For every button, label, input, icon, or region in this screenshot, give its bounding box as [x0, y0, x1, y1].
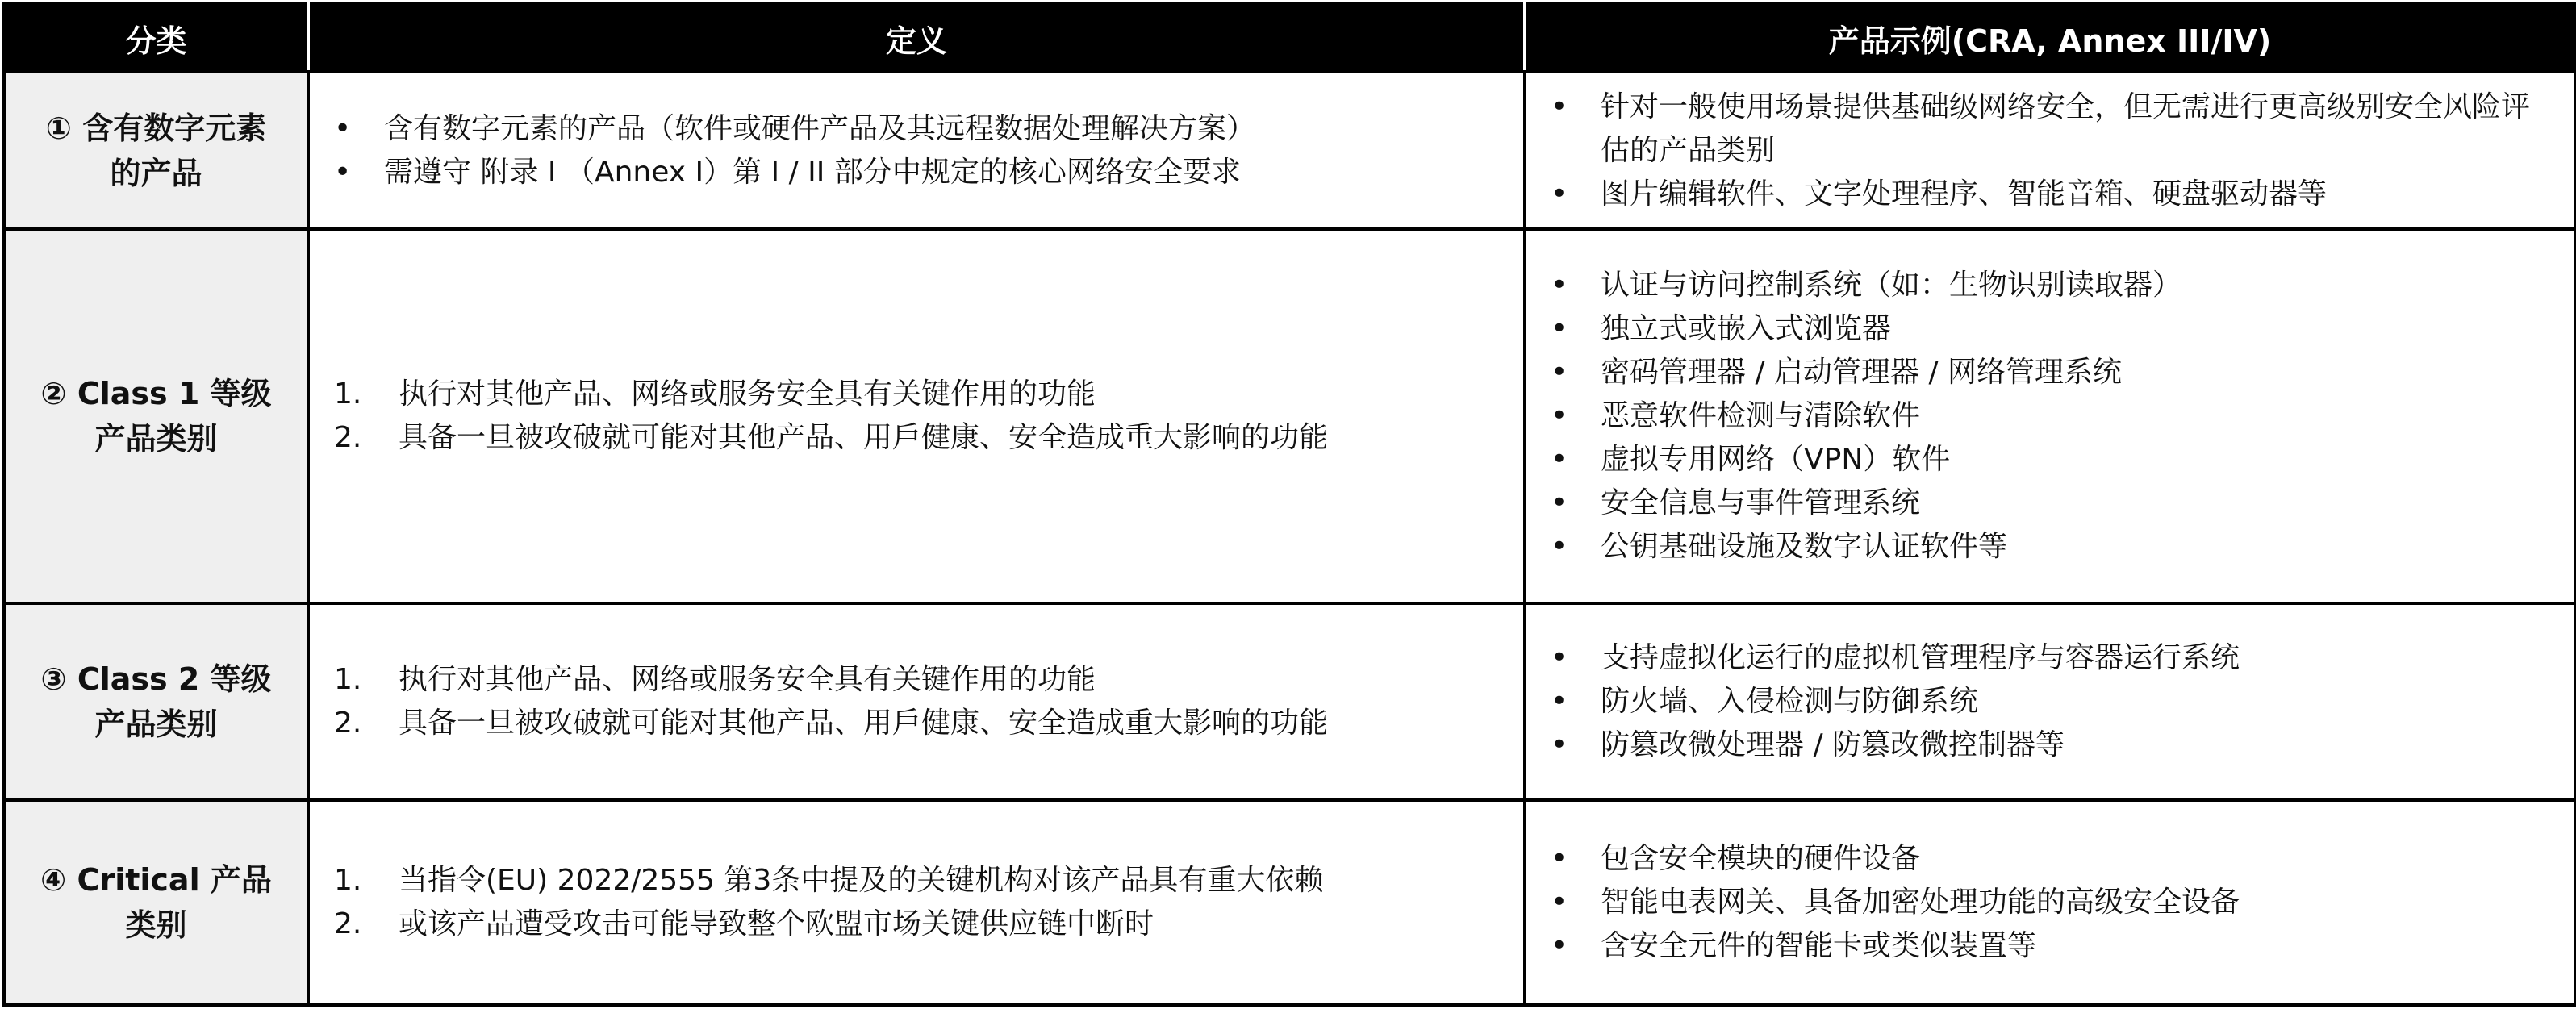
example-item: • 防篡改微处理器 / 防篡改微控制器等 — [1551, 723, 2549, 767]
examples-list — [1551, 837, 2549, 968]
example-item: • 支持虚拟化运行的虚拟机管理程序与容器运行系统 — [1551, 636, 2549, 680]
definition-list — [334, 658, 1499, 745]
definition-text: 执行对其他产品、网络或服务安全具有关键作用的功能 — [399, 663, 1096, 696]
table-row — [4, 800, 2575, 1005]
list-number: 1. — [334, 864, 362, 897]
cra-classification-table — [2, 2, 2574, 1007]
example-item: • 虚拟专用网络（VPN）软件 — [1551, 438, 2549, 482]
example-item: • 包含安全模块的硬件设备 — [1551, 837, 2549, 881]
definition-text: 具备一旦被攻破就可能对其他产品、用戶健康、安全造成重大影响的功能 — [399, 707, 1329, 740]
definition-item — [334, 373, 1499, 416]
definition-list — [334, 373, 1499, 460]
examples-list — [1551, 264, 2549, 569]
definition-text: 具备一旦被攻破就可能对其他产品、用戶健康、安全造成重大影响的功能 — [399, 421, 1329, 454]
definition-cell — [308, 603, 1525, 800]
category-label-line1: ① 含有数字元素 — [45, 110, 267, 146]
header-definition: 定义 — [308, 4, 1525, 72]
category-label-line2: 的产品 — [110, 155, 202, 191]
header-examples: 产品示例(CRA, Annex III/IV) — [1525, 4, 2575, 72]
definition-item — [334, 702, 1499, 745]
header-row — [4, 4, 2575, 72]
example-item: • 安全信息与事件管理系统 — [1551, 482, 2549, 525]
category-label-line1: ④ Critical 产品 — [40, 862, 272, 898]
examples-cell — [1525, 603, 2575, 800]
table-row — [4, 72, 2575, 229]
example-item: • 防火墙、入侵检测与防御系统 — [1551, 680, 2549, 723]
category-cell — [4, 800, 308, 1005]
definition-cell — [308, 72, 1525, 229]
example-item: • 密码管理器 / 启动管理器 / 网络管理系统 — [1551, 351, 2549, 394]
examples-list — [1551, 85, 2549, 216]
category-label-line2: 产品类别 — [94, 707, 218, 742]
table-row — [4, 229, 2575, 603]
header-category: 分类 — [4, 4, 308, 72]
definition-item: • 需遵守 附录 I （Annex I）第 I / II 部分中规定的核心网络安全要求 — [334, 151, 1499, 194]
category-cell — [4, 72, 308, 229]
example-item: • 智能电表网关、具备加密处理功能的高级安全设备 — [1551, 881, 2549, 924]
category-cell — [4, 603, 308, 800]
definition-item — [334, 903, 1499, 946]
examples-cell — [1525, 800, 2575, 1005]
definition-cell — [308, 229, 1525, 603]
list-number: 2. — [334, 907, 362, 940]
example-item: • 公钥基础设施及数字认证软件等 — [1551, 525, 2549, 569]
classification-table — [2, 2, 2576, 1007]
definition-item — [334, 859, 1499, 903]
definition-text: 当指令(EU) 2022/2555 第3条中提及的关键机构对该产品具有重大依赖 — [399, 864, 1324, 897]
definition-text: 执行对其他产品、网络或服务安全具有关键作用的功能 — [399, 377, 1096, 411]
category-cell — [4, 229, 308, 603]
definition-cell — [308, 800, 1525, 1005]
examples-cell — [1525, 229, 2575, 603]
example-item: • 针对一般使用场景提供基础级网络安全，但无需进行更高级别安全风险评估的产品类别 — [1551, 85, 2549, 173]
definition-item: • 含有数字元素的产品（软件或硬件产品及其远程数据处理解决方案） — [334, 107, 1499, 151]
list-number: 2. — [334, 707, 362, 740]
list-number: 2. — [334, 421, 362, 454]
category-label-line2: 产品类别 — [94, 421, 218, 457]
examples-list — [1551, 636, 2549, 767]
definition-list — [334, 107, 1499, 194]
list-number: 1. — [334, 663, 362, 696]
category-label-line1: ③ Class 2 等级 — [40, 661, 272, 697]
example-item: • 含安全元件的智能卡或类似装置等 — [1551, 924, 2549, 968]
definition-text: 或该产品遭受攻击可能导致整个欧盟市场关键供应链中断时 — [399, 907, 1154, 940]
category-label-line1: ② Class 1 等级 — [40, 376, 272, 411]
definition-list — [334, 859, 1499, 946]
examples-cell — [1525, 72, 2575, 229]
example-item: • 图片编辑软件、文字处理程序、智能音箱、硬盘驱动器等 — [1551, 173, 2549, 216]
category-label-line2: 类别 — [125, 907, 187, 943]
example-item: • 恶意软件检测与清除软件 — [1551, 394, 2549, 438]
table-row — [4, 603, 2575, 800]
definition-item — [334, 658, 1499, 702]
example-item: • 独立式或嵌入式浏览器 — [1551, 307, 2549, 351]
example-item: • 认证与访问控制系统（如：生物识别读取器） — [1551, 264, 2549, 307]
list-number: 1. — [334, 377, 362, 411]
definition-item — [334, 416, 1499, 460]
